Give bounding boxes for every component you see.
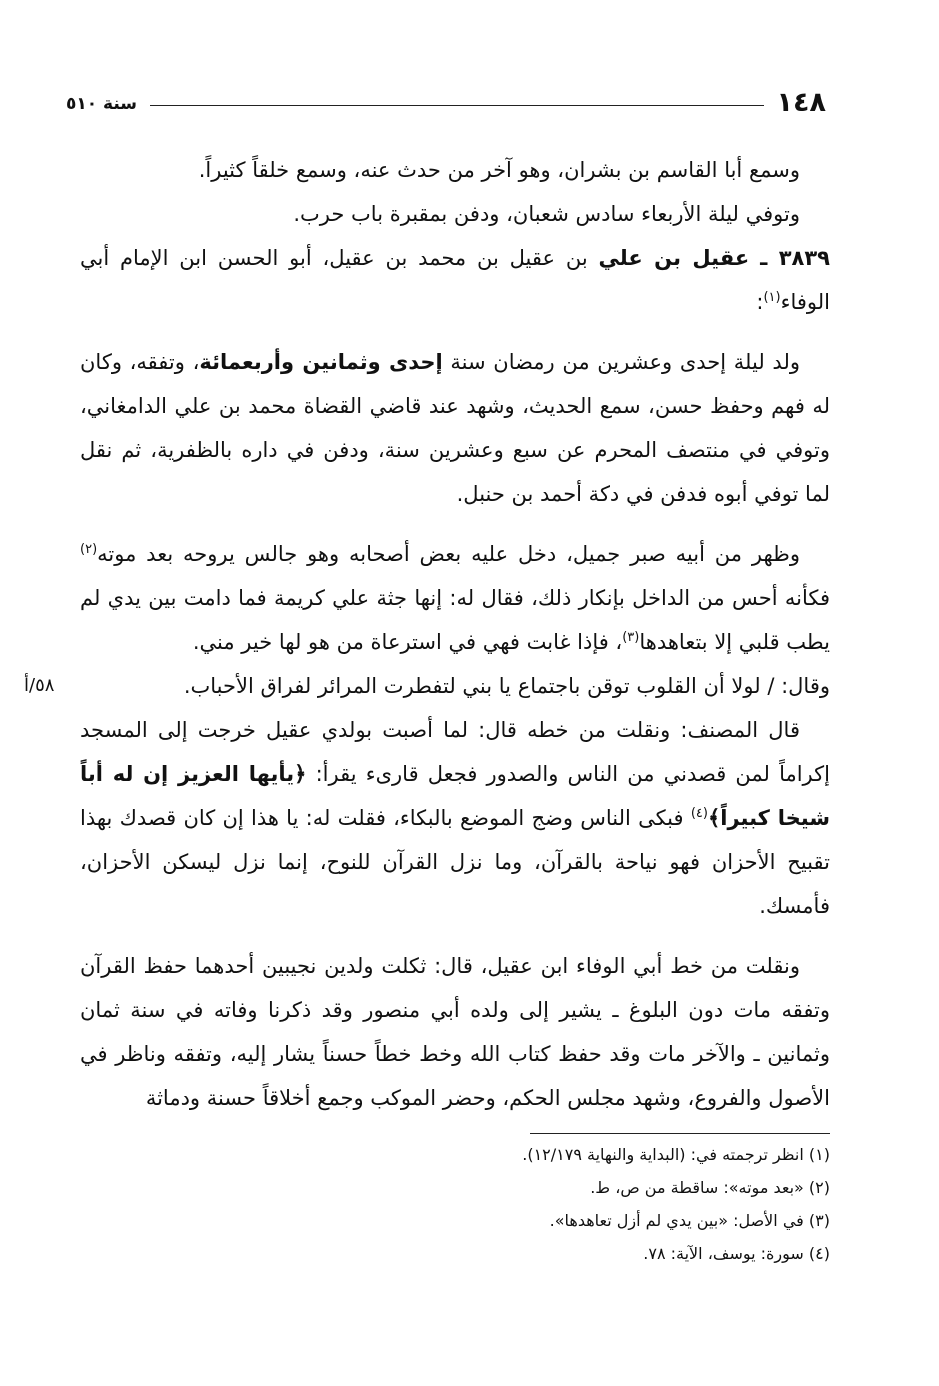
paragraph-6	[24, 664, 830, 708]
paragraph-7-rest: فبكى الناس وضج الموضع بالبكاء، فقلت له: يا هذا إن كان قصدك بهذا تقبيح الأحزان فهو نياحة بالقرآن، وما نزل القرآن للنوح، إنما نزل ليسكن الأحزان، فأمسك.	[80, 806, 830, 918]
entry-colon: :	[756, 290, 764, 314]
paragraph-2: وتوفي ليلة الأربعاء سادس شعبان، ودفن بمقبرة باب حرب.	[293, 202, 800, 226]
paragraph-7-start: قال المصنف: ونقلت من خطه قال: لما أصبت بولدي عقيل خرجت إلى المسجد إكراماً لمن قصدني من الناس والصدور فجعل قارىء يقرأ:	[80, 718, 830, 786]
paragraph-7	[80, 708, 830, 928]
quran-quote: ﴿يأيها العزيز إن له أباً شيخا كبيراً﴾	[80, 762, 830, 830]
footnote-1: (١) انظر ترجمته في: (البداية والنهاية ١٢/١٧٩).	[522, 1145, 830, 1164]
birth-year: إحدى وثمانين وأربعمائة	[199, 350, 443, 374]
paragraph-1: وسمع أبا القاسم بن بشران، وهو آخر من حدث عنه، وسمع خلقاً كثيراً.	[198, 158, 800, 182]
footnote-ref-1: (١)	[763, 290, 781, 305]
footnote-ref-2: (٢)	[80, 542, 98, 557]
page-number: ١٤٨	[776, 87, 826, 118]
entry-lineage: بن عقيل بن محمد بن عقيل، أبو الحسن ابن الإمام أبي الوفاء	[80, 246, 830, 314]
paragraph-5-end: ، فإذا غابت فهي في استرعاة من هو لها خير مني.	[192, 630, 623, 654]
header-rule	[150, 105, 764, 106]
entry-number: ٣٨٣٩ ـ	[760, 246, 830, 270]
running-head: سنة ٥١٠	[66, 94, 138, 114]
main-text	[24, 148, 830, 1120]
page-header	[66, 86, 826, 122]
paragraph-4-rest: ، وتفقه، وكان له فهم وحفظ حسن، سمع الحديث، وشهد عند قاضي القضاة محمد بن علي الدامغاني، وتوفي في منتصف المحرم عن سبع وعشرين سنة، ودفن في داره بالظفرية، ثم نقل لما توفي أبوه فدفن في دكة أحمد بن حنبل.	[80, 350, 830, 506]
paragraph-4-start: ولد ليلة إحدى وعشرين من رمضان سنة	[450, 350, 800, 374]
paragraph-5-middle: فكأنه أحس من الداخل بإنكار ذلك، فقال له: إنها جثة علي كريمة فما دامت بين يدي لم يطب قلبي إلا بتعاهدها	[80, 586, 830, 654]
paragraph-5	[80, 532, 830, 664]
footnote-3: (٣) في الأصل: «بين يدي لم أزل تعاهدها».	[549, 1211, 830, 1230]
folio-marker: ٥٨/أ	[24, 675, 55, 696]
footnote-4: (٤) سورة: يوسف، الآية: ٧٨.	[643, 1244, 830, 1263]
paragraph-5-start: وظهر من أبيه صبر جميل، دخل عليه بعض أصحابه وهو جالس يروحه بعد موته	[97, 542, 800, 566]
paragraph-8: ونقلت من خط أبي الوفاء ابن عقيل، قال: ثكلت ولدين نجيبين أحدهما حفظ القرآن وتفقه مات دون البلوغ ـ يشير إلى ولده أبي منصور وقد ذكرنا وفاته في سنة ثمان وثمانين ـ والآخر مات وقد حفظ كتاب الله وخط خطاً حسناً يشار إليه، وتفقه وناظر في الأصول والفروع، وشهد مجلس الحكم، وحضر الموكب وجمع أخلاقاً حسنة ودماثة	[80, 954, 830, 1110]
footnotes	[80, 1133, 830, 1270]
paragraph-6-text: وقال: / لولا أن القلوب توقن باجتماع يا بني لتفطرت المرائر لفراق الأحباب.	[183, 674, 830, 698]
footnote-ref-4: (٤)	[690, 806, 708, 821]
entry-heading	[80, 236, 830, 324]
entry-name: عقيل بن علي	[598, 246, 750, 270]
footnote-ref-3: (٣)	[622, 630, 640, 645]
paragraph-4	[80, 340, 830, 516]
footnote-rule	[530, 1133, 830, 1134]
footnote-2: (٢) «بعد موته»: ساقطة من ص، ط.	[590, 1178, 830, 1197]
